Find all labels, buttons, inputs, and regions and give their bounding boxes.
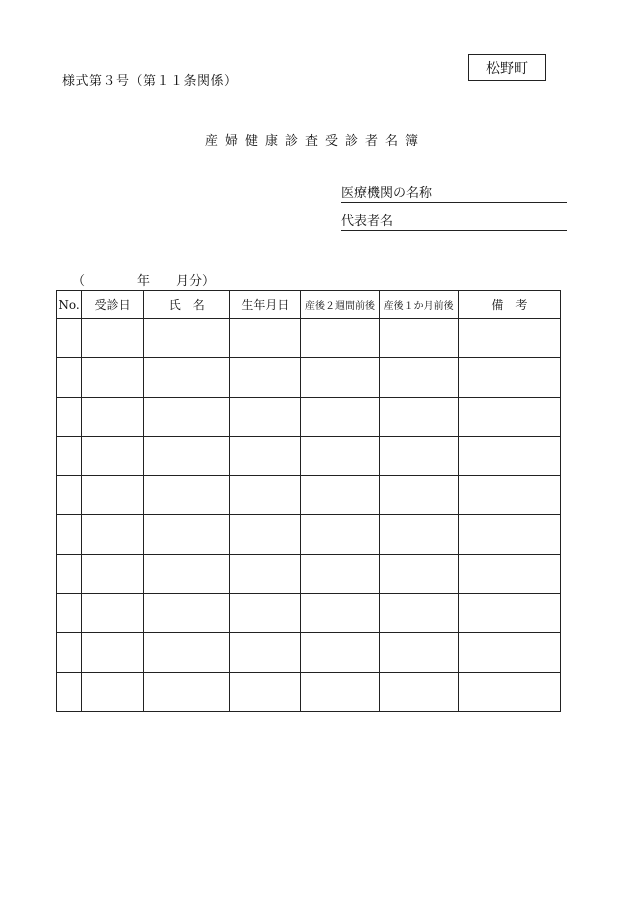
column-header-exam-date: 受診日 (82, 291, 144, 319)
table-cell[interactable] (82, 358, 144, 397)
table-cell[interactable] (458, 594, 560, 633)
table-cell[interactable] (144, 594, 230, 633)
table-cell[interactable] (144, 358, 230, 397)
table-cell[interactable] (301, 319, 379, 358)
table-row (57, 594, 561, 633)
table-cell[interactable] (82, 554, 144, 593)
table-cell[interactable] (144, 397, 230, 436)
column-header-birthdate: 生年月日 (230, 291, 301, 319)
period-label: （ 年 月分） (72, 274, 216, 289)
table-cell[interactable] (379, 633, 458, 672)
table-row (57, 397, 561, 436)
table-row (57, 672, 561, 711)
table-cell[interactable] (379, 672, 458, 711)
table-cell[interactable] (301, 672, 379, 711)
town-stamp-box (468, 54, 546, 81)
examinee-register-table (56, 290, 561, 712)
table-cell[interactable] (458, 515, 560, 554)
table-cell[interactable] (379, 476, 458, 515)
institution-name-field[interactable] (341, 186, 567, 203)
table-cell[interactable] (379, 436, 458, 475)
table-cell[interactable] (301, 476, 379, 515)
table-cell[interactable] (458, 476, 560, 515)
table-cell[interactable] (379, 319, 458, 358)
table-cell[interactable] (458, 672, 560, 711)
table-cell[interactable] (379, 397, 458, 436)
table-cell[interactable] (379, 515, 458, 554)
table-cell[interactable] (82, 319, 144, 358)
table-body (57, 319, 561, 712)
table-cell[interactable] (379, 594, 458, 633)
table-cell[interactable] (230, 436, 301, 475)
table-cell[interactable] (57, 358, 82, 397)
town-name: 松野町 (486, 60, 528, 77)
table-cell[interactable] (57, 633, 82, 672)
representative-name-field[interactable] (341, 214, 567, 231)
table-cell[interactable] (57, 515, 82, 554)
table-cell[interactable] (301, 358, 379, 397)
table-cell[interactable] (301, 397, 379, 436)
table-cell[interactable] (230, 594, 301, 633)
table-cell[interactable] (230, 672, 301, 711)
table-cell[interactable] (82, 436, 144, 475)
table-cell[interactable] (82, 476, 144, 515)
column-header-one-month-postpartum: 産後１か月前後 (379, 291, 458, 319)
table-cell[interactable] (144, 436, 230, 475)
table-cell[interactable] (82, 515, 144, 554)
table-cell[interactable] (301, 436, 379, 475)
table-cell[interactable] (301, 554, 379, 593)
table-cell[interactable] (57, 554, 82, 593)
table-row (57, 319, 561, 358)
table-cell[interactable] (458, 554, 560, 593)
table-cell[interactable] (458, 633, 560, 672)
document-title: 産婦健康診査受診者名簿 (204, 134, 425, 149)
representative-name-label: 代表者名 (341, 214, 394, 229)
table-row (57, 358, 561, 397)
table-cell[interactable] (82, 672, 144, 711)
table-row (57, 476, 561, 515)
table-cell[interactable] (379, 358, 458, 397)
table-cell[interactable] (144, 319, 230, 358)
table-cell[interactable] (301, 515, 379, 554)
table-cell[interactable] (458, 358, 560, 397)
table-cell[interactable] (230, 515, 301, 554)
table-cell[interactable] (57, 594, 82, 633)
table-cell[interactable] (82, 633, 144, 672)
table-cell[interactable] (82, 594, 144, 633)
table-cell[interactable] (57, 672, 82, 711)
column-header-no: No. (57, 291, 82, 319)
table-cell[interactable] (144, 672, 230, 711)
table-cell[interactable] (144, 633, 230, 672)
table-cell[interactable] (144, 515, 230, 554)
table-header-row (57, 291, 561, 319)
table-cell[interactable] (301, 594, 379, 633)
table-cell[interactable] (458, 397, 560, 436)
column-header-two-weeks-postpartum: 産後２週間前後 (301, 291, 379, 319)
table-cell[interactable] (82, 397, 144, 436)
table-cell[interactable] (144, 476, 230, 515)
table-row (57, 633, 561, 672)
table-cell[interactable] (57, 436, 82, 475)
table-cell[interactable] (144, 554, 230, 593)
institution-name-label: 医療機関の名称 (341, 186, 433, 201)
column-header-notes: 備 考 (458, 291, 560, 319)
form-number: 様式第３号（第１１条関係） (62, 74, 238, 89)
column-header-name: 氏 名 (144, 291, 230, 319)
table-cell[interactable] (458, 319, 560, 358)
table-row (57, 554, 561, 593)
table-row (57, 515, 561, 554)
table-row (57, 436, 561, 475)
table-cell[interactable] (379, 554, 458, 593)
table-cell[interactable] (230, 476, 301, 515)
table-cell[interactable] (230, 358, 301, 397)
table-cell[interactable] (301, 633, 379, 672)
table-cell[interactable] (230, 397, 301, 436)
table-cell[interactable] (230, 633, 301, 672)
table-cell[interactable] (458, 436, 560, 475)
table-cell[interactable] (230, 319, 301, 358)
table-cell[interactable] (57, 397, 82, 436)
table-cell[interactable] (57, 319, 82, 358)
table-cell[interactable] (57, 476, 82, 515)
table-cell[interactable] (230, 554, 301, 593)
